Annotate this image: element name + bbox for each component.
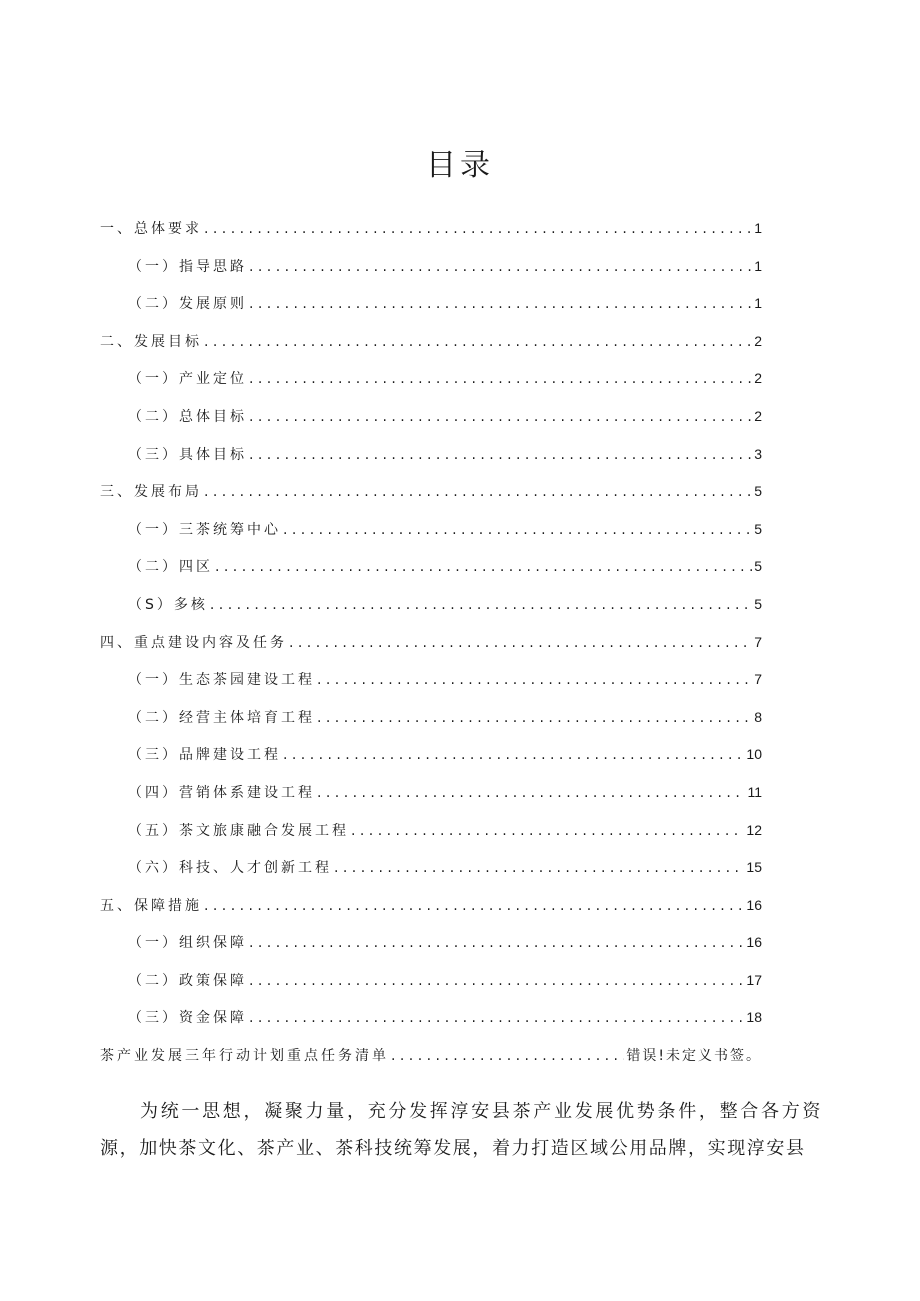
dot-leader	[249, 973, 744, 989]
toc-entry[interactable]	[100, 519, 762, 557]
dot-leader	[204, 334, 752, 350]
dot-leader	[283, 747, 744, 763]
dot-leader	[283, 522, 752, 538]
toc-entry-page: 5	[754, 483, 762, 500]
toc-entry-label: （二）总体目标	[128, 408, 247, 425]
toc-entry-label: 一、总体要求	[100, 221, 202, 237]
toc-entry-label: （三）资金保障	[128, 1010, 247, 1027]
toc-entry-page: 错误!未定义书签。	[626, 1048, 762, 1065]
toc-entry-label: 三、发展布局	[100, 484, 202, 501]
toc-entry-page: 7	[754, 671, 762, 688]
dot-leader	[249, 371, 752, 387]
toc-entry-page: 1	[754, 257, 762, 274]
toc-entry-page: 2	[754, 370, 762, 387]
toc-entry-label: （S）多核	[128, 596, 208, 613]
dot-leader	[249, 1010, 744, 1026]
toc-entry-label: （二）四区	[128, 559, 213, 576]
toc-entry-page: 1	[754, 220, 762, 236]
toc-entry[interactable]	[100, 895, 762, 933]
toc-entry-page: 5	[754, 520, 762, 537]
toc-entry-label: （一）产业定位	[128, 371, 247, 388]
toc-entry-label: 五、保障措施	[100, 897, 202, 914]
toc-entry[interactable]	[100, 669, 762, 707]
toc-entry[interactable]	[100, 293, 762, 331]
toc-entry-page: 16	[746, 934, 762, 951]
toc-entry[interactable]	[100, 820, 762, 858]
toc-entry[interactable]	[100, 632, 762, 670]
toc-entry[interactable]	[100, 782, 762, 820]
table-of-contents	[100, 218, 762, 1083]
dot-leader	[249, 447, 752, 463]
toc-entry[interactable]	[100, 331, 762, 369]
toc-entry[interactable]	[100, 1007, 762, 1045]
toc-entry-label: （六）科技、人才创新工程	[128, 860, 332, 877]
toc-entry-label: （一）三茶统筹中心	[128, 521, 281, 538]
toc-entry-label: （二）政策保障	[128, 972, 247, 989]
dot-leader	[204, 484, 752, 500]
toc-entry-page: 5	[754, 558, 762, 575]
dot-leader	[317, 785, 745, 801]
dot-leader	[391, 1048, 624, 1064]
toc-entry-page: 7	[754, 633, 762, 650]
dot-leader	[351, 823, 744, 839]
toc-entry-page: 18	[746, 1009, 762, 1026]
toc-entry-page: 2	[754, 332, 762, 349]
dot-leader	[210, 597, 752, 613]
toc-entry-label: （一）指导思路	[128, 258, 247, 275]
toc-entry-page: 10	[746, 746, 762, 763]
dot-leader	[204, 898, 744, 914]
toc-entry[interactable]	[100, 368, 762, 406]
toc-entry-label: （二）经营主体培育工程	[128, 709, 315, 726]
toc-entry-label: 二、发展目标	[100, 333, 202, 350]
dot-leader	[249, 409, 752, 425]
toc-entry-label: 茶产业发展三年行动计划重点任务清单	[100, 1048, 389, 1065]
toc-entry[interactable]	[100, 970, 762, 1008]
dot-leader	[249, 935, 744, 951]
toc-entry[interactable]	[100, 256, 762, 294]
toc-entry-page: 16	[746, 896, 762, 913]
toc-entry-label: （一）组织保障	[128, 935, 247, 952]
dot-leader	[249, 296, 752, 312]
toc-entry-label: （三）具体目标	[128, 446, 247, 463]
toc-entry-page: 5	[754, 595, 762, 612]
toc-entry-page: 3	[754, 445, 762, 462]
toc-entry-label: （五）茶文旅康融合发展工程	[128, 822, 349, 839]
toc-entry-label: （一）生态茶园建设工程	[128, 672, 315, 689]
toc-entry-page: 12	[746, 821, 762, 838]
toc-entry[interactable]	[100, 481, 762, 519]
toc-entry-page: 15	[746, 859, 762, 876]
toc-entry-label: （四）营销体系建设工程	[128, 784, 315, 801]
toc-entry-label: （二）发展原则	[128, 296, 247, 313]
toc-entry[interactable]	[100, 406, 762, 444]
toc-entry-page: 17	[746, 971, 762, 988]
dot-leader	[289, 635, 752, 651]
page-title: 目录	[426, 148, 494, 183]
toc-entry[interactable]	[100, 218, 762, 256]
toc-entry-page: 11	[747, 783, 762, 800]
dot-leader	[334, 860, 744, 876]
dot-leader	[317, 672, 752, 688]
dot-leader	[215, 559, 752, 575]
dot-leader	[204, 221, 752, 237]
toc-entry[interactable]	[100, 744, 762, 782]
toc-entry-page: 2	[754, 407, 762, 424]
toc-entry-label: （三）品牌建设工程	[128, 747, 281, 764]
toc-entry-page: 8	[754, 708, 762, 725]
toc-entry-label: 四、重点建设内容及任务	[100, 634, 287, 651]
toc-entry[interactable]	[100, 594, 762, 632]
toc-entry[interactable]	[100, 932, 762, 970]
body-paragraph: 为统一思想，凝聚力量，充分发挥淳安县茶产业发展优势条件，整合各方资源，加快茶文化、茶产业、茶科技统筹发展，着力打造区域公用品牌，实现淳安县	[100, 1101, 822, 1159]
dot-leader	[317, 710, 752, 726]
dot-leader	[249, 259, 752, 275]
toc-entry[interactable]	[100, 444, 762, 482]
toc-entry[interactable]	[100, 556, 762, 594]
toc-entry[interactable]	[100, 1045, 762, 1083]
toc-entry[interactable]	[100, 857, 762, 895]
toc-entry[interactable]	[100, 707, 762, 745]
toc-entry-page: 1	[754, 295, 762, 312]
